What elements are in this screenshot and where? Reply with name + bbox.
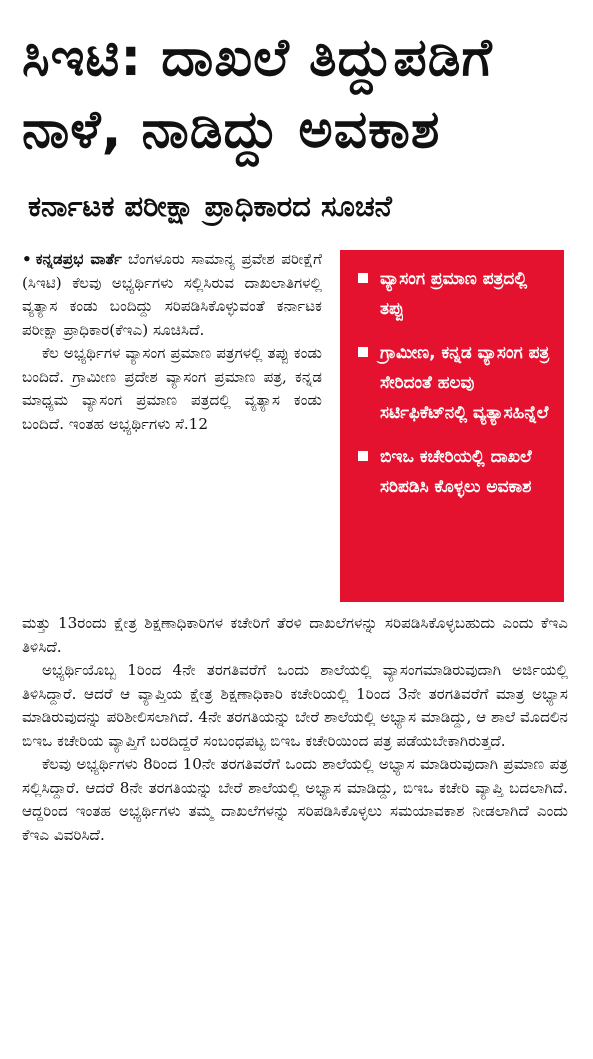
article-column-top xyxy=(22,248,322,436)
highlight-item xyxy=(358,264,550,324)
highlight-text: ಗ್ರಾಮೀಣ, ಕನ್ನಡ ವ್ಯಾಸಂಗ ಪತ್ರ ಸೇರಿದಂತೆ ಹಲವು ಸರ್ಟಿಫಿಕೆಟ್‌ನಲ್ಲಿ ವ್ಯತ್ಯಾಸಹಿನ್ನೆಲೆ xyxy=(380,343,550,423)
headline xyxy=(22,22,582,166)
subheadline: ಕರ್ನಾಟಕ ಪರೀಕ್ಷಾ ಪ್ರಾಧಿಕಾರದ ಸೂಚನೆ xyxy=(28,189,392,223)
square-bullet-icon xyxy=(358,273,368,283)
article-paragraph-4: ಕೆಲವು ಅಭ್ಯರ್ಥಿಗಳು 8ರಿಂದ 10ನೇ ತರಗತಿವರೆಗೆ ಒಂದು ಶಾಲೆಯಲ್ಲಿ ಅಭ್ಯಾಸ ಮಾಡಿರುವುದಾಗಿ ಪ್ರಮಾಣ ಪತ್ರ ಸಲ್ಲಿಸಿದ್ದಾರೆ. ಆದರೆ 8ನೇ ತರಗತಿಯನ್ನು ಬೇರೆ ಶಾಲೆಯಲ್ಲಿ ಅಭ್ಯಾಸ ಮಾಡಿದ್ದು, ಬಿಇಒ ಕಚೇರಿ ವ್ಯಾಪ್ತಿ ಬದಲಾಗಿದೆ. ಆದ್ದರಿಂದ ಇಂತಹ ಅಭ್ಯರ್ಥಿಗಳು ತಮ್ಮ ದಾಖಲೆಗಳನ್ನು ಸರಿಪಡಿಸಿಕೊಳ್ಳಲು ಸಮಯಾವಕಾಶ ನೀಡಲಾಗಿದೆ ಎಂದು ಕೆಇಎ ವಿವರಿಸಿದೆ. xyxy=(22,755,568,844)
highlights-box xyxy=(340,250,564,602)
square-bullet-icon xyxy=(358,347,368,357)
article-paragraph-1-text: ಸಾಮಾನ್ಯ ಪ್ರವೇಶ ಪರೀಕ್ಷೆಗೆ (ಸಿಇಟಿ) ಕೆಲವು ಅಭ್ಯರ್ಥಿಗಳು ಸಲ್ಲಿಸಿರುವ ದಾಖಲಾತಿಗಳಲ್ಲಿ ವ್ಯತ್ಯಾಸ ಕಂಡು ಬಂದಿದ್ದು ಸರಿಪಡಿಸಿಕೊಳ್ಳುವಂತೆ ಕರ್ನಾಟಕ ಪರೀಕ್ಷಾ ಪ್ರಾಧಿಕಾರ(ಕೆಇಎ) ಸೂಚಿಸಿದೆ. xyxy=(22,250,322,339)
highlight-text: ಬಿಇಒ ಕಚೇರಿಯಲ್ಲಿ ದಾಖಲೆ ಸರಿಪಡಿಸಿ ಕೊಳ್ಳಲು ಅವಕಾಶ xyxy=(380,447,532,497)
square-bullet-icon xyxy=(358,451,368,461)
article-paragraph-2-start: ಕೆಲ ಅಭ್ಯರ್ಥಿಗಳ ವ್ಯಾಸಂಗ ಪ್ರಮಾಣ ಪತ್ರಗಳಲ್ಲಿ ತಪ್ಪು ಕಂಡು ಬಂದಿದೆ. ಗ್ರಾಮೀಣ ಪ್ರದೇಶ ವ್ಯಾಸಂಗ ಪ್ರಮಾಣ ಪತ್ರ, ಕನ್ನಡ ಮಾಧ್ಯಮ ವ್ಯಾಸಂಗ ಪ್ರಮಾಣ ಪತ್ರದಲ್ಲಿ ವ್ಯತ್ಯಾಸ ಕಂಡು ಬಂದಿದೆ. ಇಂತಹ ಅಭ್ಯರ್ಥಿಗಳು ಸೆ.12 xyxy=(22,344,322,433)
byline-source: ಕನ್ನಡಪ್ರಭ ವಾರ್ತೆ xyxy=(35,250,123,268)
highlight-item xyxy=(358,442,550,502)
article-column-bottom xyxy=(22,612,568,847)
headline-line-2: ನಾಳೆ, ನಾಡಿದ್ದು ಅವಕಾಶ xyxy=(22,100,441,160)
highlight-text: ವ್ಯಾಸಂಗ ಪ್ರಮಾಣ ಪತ್ರದಲ್ಲಿ ತಪ್ಪು xyxy=(380,269,528,319)
byline-bullet: • xyxy=(22,250,32,268)
headline-line-1: ಸಿಇಟಿ: ದಾಖಲೆ ತಿದ್ದುಪಡಿಗೆ xyxy=(22,28,493,88)
article-paragraph-1 xyxy=(22,248,322,342)
article-paragraph-3: ಅಭ್ಯರ್ಥಿಯೊಬ್ಬ 1ರಿಂದ 4ನೇ ತರಗತಿವರೆಗೆ ಒಂದು ಶಾಲೆಯಲ್ಲಿ ವ್ಯಾಸಂಗಮಾಡಿರುವುದಾಗಿ ಅರ್ಜಿಯಲ್ಲಿ ತಿಳಿಸಿದ್ದಾರೆ. ಆದರೆ ಆ ವ್ಯಾಪ್ತಿಯ ಕ್ಷೇತ್ರ ಶಿಕ್ಷಣಾಧಿಕಾರಿ ಕಚೇರಿಯಲ್ಲಿ 1ರಿಂದ 3ನೇ ತರಗತಿವರೆಗೆ ಮಾತ್ರ ಅಭ್ಯಾಸ ಮಾಡಿರುವುದನ್ನು ಪರಿಶೀಲಿಸಲಾಗಿದೆ. 4ನೇ ತರಗತಿಯನ್ನು ಬೇರೆ ಶಾಲೆಯಲ್ಲಿ ಅಭ್ಯಾಸ ಮಾಡಿದ್ದು, ಆ ಶಾಲೆ ಮೊದಲಿನ ಬಿಇಒ ಕಚೇರಿಯ ವ್ಯಾಪ್ತಿಗೆ ಬರದಿದ್ದರೆ ಸಂಬಂಧಪಟ್ಟ ಬಿಇಒ ಕಚೇರಿಯಿಂದ ಪತ್ರ ಪಡೆಯಬೇಕಾಗಿರುತ್ತದೆ. xyxy=(22,661,568,750)
highlight-item xyxy=(358,338,550,428)
byline-place: ಬೆಂಗಳೂರು xyxy=(128,250,185,268)
article-paragraph-2-end: ಮತ್ತು 13ರಂದು ಕ್ಷೇತ್ರ ಶಿಕ್ಷಣಾಧಿಕಾರಿಗಳ ಕಚೇರಿಗೆ ತೆರಳಿ ದಾಖಲೆಗಳನ್ನು ಸರಿಪಡಿಸಿಕೊಳ್ಳಬಹುದು ಎಂದು ಕೆಇಎ ತಿಳಿಸಿದೆ. xyxy=(22,614,568,656)
